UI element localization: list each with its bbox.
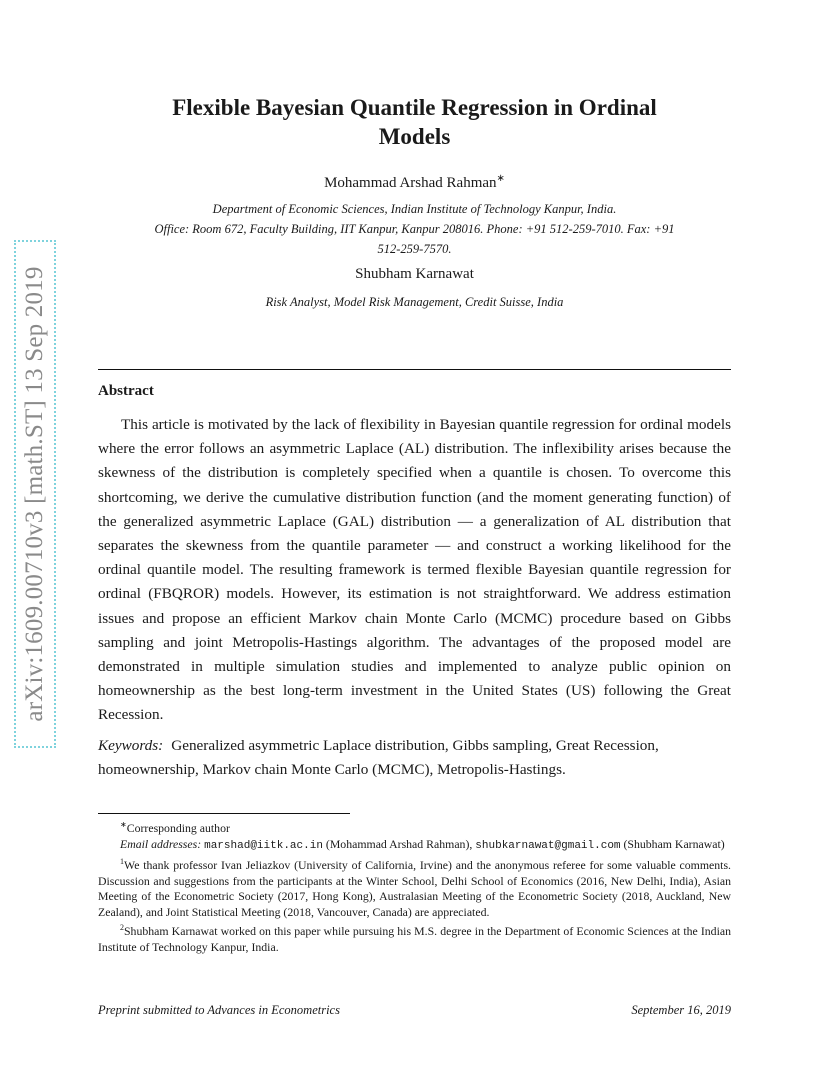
email-link-2[interactable]: shubkarnawat@gmail.com (475, 839, 621, 852)
author-1-name: Mohammad Arshad Rahman (324, 175, 497, 191)
title-line-2: Models (378, 124, 451, 149)
author-2-name: Shubham Karnawat (355, 266, 474, 282)
keywords (98, 734, 731, 782)
affiliation-1-line-3: 512-259-7570. (377, 242, 452, 256)
abstract-body: This article is motivated by the lack of flexibility in Bayesian quantile regression for ordinal models where the error follows an asymmetric Laplace (AL) distribution. The inflexibility arises because the skewness of the distribution is completely specified when a quantile is chosen. To overcome this shortcoming, we derive the cumulative distribution function (and the moment generating function) of the generalized asymmetric Laplace (GAL) distribution — a generalization of AL distribution that separates the skewness from the quantile parameter — and construct a working likelihood for the ordinal quantile model. The resulting framework is termed flexible Bayesian quantile regression for ordinal (FBQROR) models. However, its estimation is not straightforward. We address estimation issues and propose an efficient Markov chain Monte Carlo (MCMC) procedure based on Gibbs sampling and joint Metropolis-Hastings algorithm. The advantages of the proposed model are demonstrated in multiple simulation studies and implemented to analyze public opinion on homeownership as the best long-term investment in the United States (US) following the Great Recession. (98, 416, 731, 724)
footnote-1-mark: 1 (120, 857, 124, 867)
footer-journal: Preprint submitted to Advances in Econometrics (98, 1003, 340, 1017)
author-2 (98, 266, 731, 283)
author-1-mark: ∗ (496, 173, 505, 184)
paper-title (98, 93, 731, 151)
footnote-rule (98, 813, 350, 814)
page-footer (98, 1003, 731, 1018)
keywords-label: Keywords: (98, 737, 164, 754)
footnote-corresponding (98, 817, 731, 837)
affiliation-1-line-1: Department of Economic Sciences, Indian Institute of Technology Kanpur, India. (212, 202, 617, 216)
footnote-1-text: We thank professor Ivan Jeliazkov (University of California, Irvine) and the anonymous referee for some valuable comments. Discussion and suggestions from the participants at the Winter School, Delhi School of Economics (2016, New Delhi, India), Asian Meeting of the Econometric Society (2017, Hong Kong), Australasian Meeting of the Econometric Society (2018, Auckland, New Zealand), and Joint Statistical Meeting (2018, Vancouver, Canada) are appreciated. (98, 858, 731, 919)
affiliation-2: Risk Analyst, Model Risk Management, Credit Suisse, India (265, 295, 564, 309)
affiliation-1 (98, 199, 731, 259)
email-name-1: (Mohammad Arshad Rahman), (322, 836, 476, 851)
arxiv-stamp-text: arXiv:1609.00710v3 [math.ST] 13 Sep 2019 (21, 266, 48, 722)
footer-date: September 16, 2019 (631, 1003, 731, 1017)
footnotes (98, 817, 731, 956)
footnote-star-mark: ∗ (120, 820, 127, 829)
footnote-1 (98, 854, 731, 920)
footnote-emails (98, 837, 731, 855)
footnote-2 (98, 920, 731, 955)
keywords-text: Generalized asymmetric Laplace distribution, Gibbs sampling, Great Recession, homeownership, Markov chain Monte Carlo (MCMC), Metropolis-Hastings. (98, 737, 659, 778)
email-name-2: (Shubham Karnawat) (620, 836, 725, 851)
affiliation-1-line-2: Office: Room 672, Faculty Building, IIT Kanpur, Kanpur 208016. Phone: +91 512-259-7010. Fax: +91 (154, 222, 675, 236)
abstract-heading: Abstract (98, 383, 154, 399)
arxiv-stamp (14, 240, 56, 748)
footnote-2-text: Shubham Karnawat worked on this paper while pursuing his M.S. degree in the Department of Economic Sciences at the Indian Institute of Technology Kanpur, India. (98, 924, 731, 954)
title-line-1: Flexible Bayesian Quantile Regression in Ordinal (172, 95, 657, 120)
abstract-rule (98, 369, 731, 370)
email-label: Email addresses: (120, 836, 202, 851)
footnote-star-text: Corresponding author (126, 820, 230, 835)
footnote-2-mark: 2 (120, 923, 124, 933)
email-link-1[interactable]: marshad@iitk.ac.in (204, 839, 323, 852)
author-1 (98, 173, 731, 192)
